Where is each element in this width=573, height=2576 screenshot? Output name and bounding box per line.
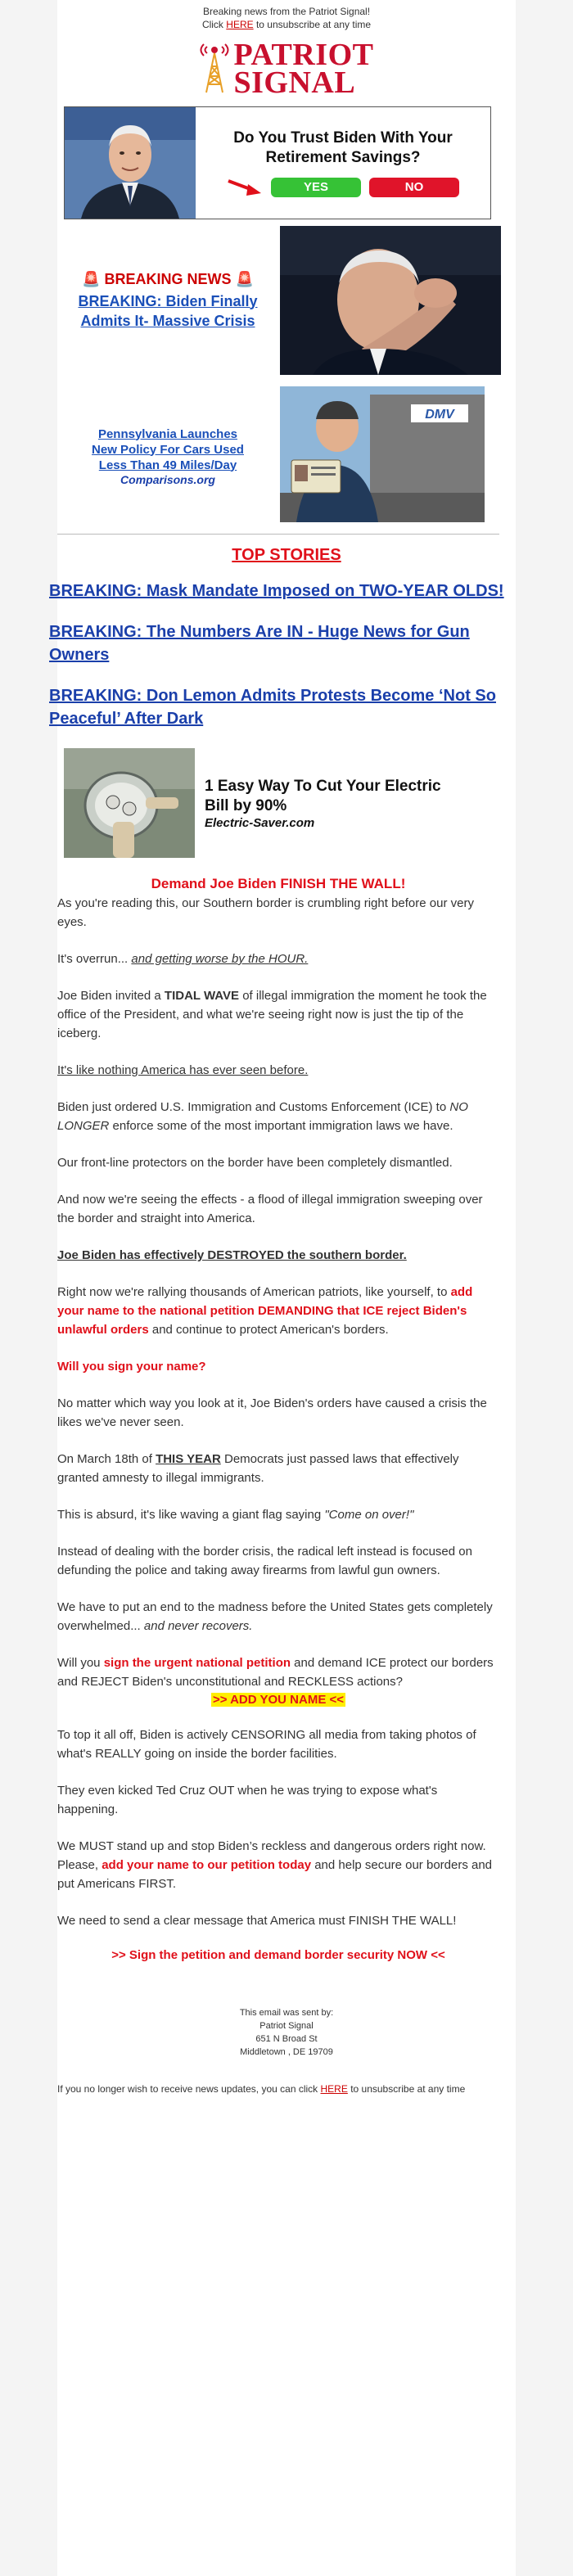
petition-link[interactable]: sign the urgent national petition [103, 1656, 291, 1670]
biden-portrait-image [65, 107, 196, 219]
paragraph: We have to put an end to the madness before the United States gets completely overwhelmed... and never recovers. [57, 1600, 493, 1633]
sign-petition-button[interactable]: >> Sign the petition and demand border security NOW << [111, 1948, 445, 1962]
dmv-license-image[interactable] [280, 386, 501, 522]
footer-street: 651 N Broad St [255, 2034, 318, 2044]
red-arrow-icon [227, 178, 263, 197]
paragraph: We need to send a clear message that America must FINISH THE WALL! [57, 1914, 457, 1928]
retirement-poll-ad[interactable] [64, 106, 491, 219]
preheader [57, 0, 516, 31]
paragraph: They even kicked Ted Cruz OUT when he was trying to expose what's happening. [57, 1784, 438, 1816]
add-your-name-button[interactable]: >> ADD YOU NAME << [212, 1693, 345, 1707]
electric-saver-ad[interactable] [57, 748, 516, 858]
paragraph: Will you sign the urgent national petition and demand ICE protect our borders and REJECT Biden's unconstitutional and RECKLESS actions? [57, 1656, 494, 1689]
paragraph: It's like nothing America has ever seen before. [57, 1063, 309, 1077]
paragraph: No matter which way you look at it, Joe Biden's orders have caused a crisis the likes we've never seen. [57, 1396, 487, 1429]
paragraph: Joe Biden has effectively DESTROYED the southern border. [57, 1248, 407, 1262]
logo-line-2: SIGNAL [233, 65, 356, 100]
footer-address [57, 2006, 516, 2059]
paragraph: As you're reading this, our Southern border is crumbling right before our very eyes. [57, 896, 474, 929]
electric-ad-title: 1 Easy Way To Cut Your Electric Bill by 90% [205, 777, 441, 814]
footer-unsubscribe: If you no longer wish to receive news updates, you can click HERE to unsubscribe at any time [57, 2083, 466, 2095]
unsubscribe-suffix: to unsubscribe at any time [253, 19, 372, 30]
paragraph: Our front-line protectors on the border have been completely dismantled. [57, 1156, 453, 1170]
story-link[interactable]: BREAKING: Mask Mandate Imposed on TWO-YEAR OLDS! [49, 582, 504, 600]
siren-icon: 🚨 [82, 270, 101, 287]
breaking-news-heading: 🚨 BREAKING NEWS 🚨 [82, 270, 254, 287]
petition-link[interactable]: add your name to our petition today [102, 1858, 312, 1872]
paragraph: And now we're seeing the effects - a flood of illegal immigration sweeping over the border and straight into America. [57, 1193, 483, 1225]
story-link[interactable]: BREAKING: The Numbers Are IN - Huge News for Gun Owners [49, 623, 470, 664]
paragraph: On March 18th of THIS YEAR Democrats just passed laws that effectively granted amnesty to illegal immigrants. [57, 1452, 459, 1485]
unsubscribe-link-bottom[interactable]: HERE [320, 2083, 348, 2095]
paragraph: Will you sign your name? [57, 1360, 206, 1374]
petition-link[interactable]: add your name to the national petition DEMANDING that ICE reject Biden's unlawful orders [57, 1285, 473, 1337]
breaking-news-link[interactable]: BREAKING: Biden Finally Admits It- Massive Crisis [78, 292, 258, 329]
patriot-signal-logo[interactable] [57, 38, 516, 100]
story-link[interactable]: BREAKING: Don Lemon Admits Protests Become ‘Not So Peaceful’ After Dark [49, 687, 496, 728]
footer-sent-by: This email was sent by: [239, 2008, 334, 2018]
electric-meter-image [64, 748, 195, 858]
biden-head-in-hand-image[interactable] [280, 226, 501, 375]
paragraph: It's overrun... and getting worse by the HOUR. [57, 952, 309, 966]
paragraph: Biden just ordered U.S. Immigration and Customs Enforcement (ICE) to NO LONGER enforce some of the most important immigration laws we have. [57, 1100, 468, 1133]
article-headline: Demand Joe Biden FINISH THE WALL! [151, 876, 406, 891]
ad-source: Electric-Saver.com [205, 815, 315, 830]
preheader-text: Breaking news from the Patriot Signal! [202, 6, 371, 17]
top-stories-section [49, 546, 516, 730]
dmv-sign-text: DMV [425, 408, 454, 422]
yes-button[interactable]: YES [271, 178, 361, 197]
paragraph: This is absurd, it's like waving a giant flag saying "Come on over!" [57, 1508, 414, 1522]
radio-tower-icon [200, 43, 229, 94]
pennsylvania-ad-link[interactable]: Pennsylvania Launches New Policy For Cars Used Less Than 49 Miles/Day [92, 426, 244, 472]
paragraph: Right now we're rallying thousands of American patriots, like yourself, to add your name to the national petition DEMANDING that ICE reject Biden's unlawful orders and continue to protect American's borders. [57, 1285, 473, 1337]
article [57, 876, 499, 1962]
top-stories-heading: TOP STORIES [232, 546, 341, 564]
siren-icon: 🚨 [235, 270, 254, 287]
pennsylvania-ad-block [57, 386, 516, 522]
preheader-unsubscribe [57, 18, 516, 31]
paragraph: Joe Biden invited a TIDAL WAVE of illegal immigration the moment he took the office of the President, and what we're seeing right now is just the tip of the iceberg. [57, 989, 487, 1040]
footer-org: Patriot Signal [259, 2021, 314, 2031]
breaking-news-block [57, 226, 516, 375]
logo-line-1: PATRIOT [233, 38, 374, 72]
unsubscribe-prefix: Click [201, 19, 227, 30]
paragraph: We MUST stand up and stop Biden’s reckless and dangerous orders right now. Please, add your name to our petition today and help secure our borders and put Americans FIRST. [57, 1839, 493, 1891]
ad-question: Do You Trust Biden With Your Retirement Savings? [233, 129, 453, 166]
divider [57, 534, 499, 535]
paragraph: Instead of dealing with the border crisis, the radical left instead is focused on defunding the police and taking away firearms from lawful gun owners. [57, 1545, 472, 1577]
email-body [49, 0, 516, 2576]
ad-source: Comparisons.org [120, 472, 215, 486]
footer-city: Middletown , DE 19709 [240, 2047, 333, 2057]
paragraph: To top it all off, Biden is actively CENSORING all media from taking photos of what's REALLY going on inside the border facilities. [57, 1728, 476, 1761]
no-button[interactable]: NO [369, 178, 459, 197]
unsubscribe-link-top[interactable]: HERE [226, 19, 254, 30]
